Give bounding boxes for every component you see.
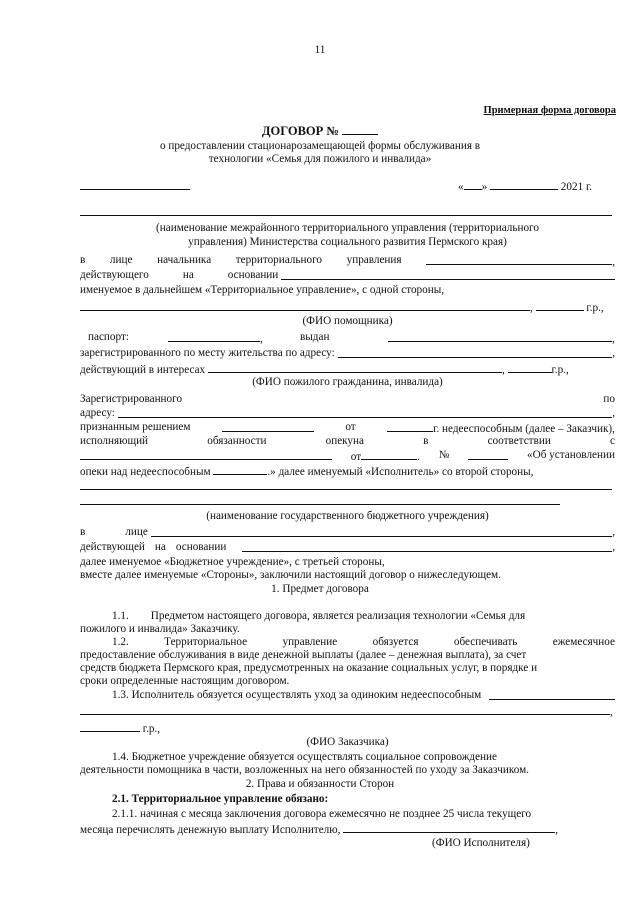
p211-line-2: месяца перечислять денежную выплату Исполнителю, , [80, 824, 558, 836]
note-territorial-1: (наименование межрайонного территориального управления (территориального [156, 222, 539, 234]
budget-basis-field[interactable] [242, 541, 612, 552]
passport-number-field[interactable] [168, 331, 260, 342]
passport-issued-field[interactable] [388, 331, 612, 342]
note-fio-executor: (ФИО Исполнителя) [432, 837, 530, 849]
note-territorial-2: управления) Министерства социального развития Пермского края) [188, 236, 507, 248]
issued-label: выдан [300, 331, 330, 343]
elder-birth-year-field[interactable] [508, 362, 552, 373]
p12-line-1: 1.2. Территориальное управление обязуется обеспечивать ежемесячное [112, 636, 615, 648]
document-page: 11 Примерная форма договора ДОГОВОР № о предоставлении стационарозамещающей формы обслуживания в технологии «Семья для пожилого и инвалида» « » 2021 г. (наименование межрайонного территориального управления (территориального управления) Министерства социального развития Пермского края) в лице начальника территориального управления , действующего на основании именуемое в дальнейшем «Территориальное управление», с одной стороны, , г.р., (ФИО помощника) паспорт: , выдан , зарегистрированного по месту жительства по адресу: , действующий в интересах , г.р., (ФИО пожилого гражданина, инвалида) Зарегистрированного по адресу: , признанным решением от г. недееспособным (далее – Заказчик), исполняющий обязанности опекуна в соответствии с от . № «Об установлении опеки над недееспособным .» далее именуемый «Исполнитель» со второй стороны, (наименование государственного бюджетного учреждения) в лице , действующей на основании , далее именуемое «Бюджетное учреждение», с третьей стороны, вместе далее именуемые «Стороны», заключили настоящий договор о нижеследующем. 1. Предмет договора 1.1. Предметом настоящего договора, является реализация технологии «Семья для пожилого и инвалида» Заказчику. 1.2. Территориальное управление обязуется обеспечивать ежемесячное предоставление обслуживания в виде денежной выплаты (далее – денежная выплата), за счет средств бюджета Пермского края, предусмотренных на оказание социальных услуг, в порядке и сроки определенные настоящим договором. 1.3. Исполнитель обязуется осуществлять уход за одиноким недееспособным , г.р., (ФИО Заказчика) 1.4. Бюджетное учреждение обязуется осуществлять социальное сопровождение деятельности помощника в части, возложенных на него обязанностей по уходу за Заказчиком. 2. Права и обязанности Сторон 2.1. Территориальное управление обязано: 2.1.1. начиная с месяца заключения договора ежемесячно не позднее 25 числа текущего месяца перечислять денежную выплату Исполнителю, , (ФИО Исполнителя) [0, 0, 640, 905]
line-budget-basis: действующей на основании , [80, 541, 615, 553]
form-note: Примерная форма договора [483, 105, 616, 116]
page-number: 11 [314, 44, 326, 56]
note-budget-inst: (наименование государственного бюджетного учреждения) [206, 510, 489, 522]
p12-line-4: сроки определенные настоящим договором. [80, 675, 290, 687]
elder-address-field[interactable] [118, 407, 612, 418]
customer-name-field[interactable] [80, 704, 610, 715]
p12-line-3: средств бюджета Пермского края, предусмотренных на оказание социальных услуг, в порядке и [80, 662, 538, 674]
line-registered: зарегистрированного по месту жительства по адресу: , [80, 347, 615, 359]
customer-birth-year-field[interactable] [80, 721, 140, 732]
month-field[interactable] [490, 179, 558, 190]
subtitle-line-1: о предоставлении стационарозамещающей формы обслуживания в [159, 140, 481, 152]
executor-name-field[interactable] [343, 822, 555, 833]
line-together: вместе далее именуемые «Стороны», заключили настоящий договор о нижеследующем. [80, 569, 501, 581]
decision-field[interactable] [222, 421, 314, 432]
p11-line-1: 1.1. Предметом настоящего договора, является реализация технологии «Семья для [112, 610, 526, 622]
act-name-field[interactable] [80, 449, 332, 460]
line-recognized: признанным решением от г. недееспособным (далее – Заказчик), [80, 421, 615, 435]
budget-inst-field-1[interactable] [80, 479, 612, 490]
line-guardian: исполняющий обязанности опекуна в соответствии с [80, 435, 615, 447]
p14-line-2: деятельности помощника в части, возложенных на него обязанностей по уходу за Заказчиком. [80, 764, 529, 776]
contract-title: ДОГОВОР № [0, 124, 640, 138]
line-guardianship: опеки над недееспособным .» далее именуемый «Исполнитель» со второй стороны, [80, 466, 534, 478]
act-number-field[interactable] [468, 449, 508, 460]
helper-birth-year-field[interactable] [536, 300, 584, 311]
day-field[interactable] [464, 179, 482, 190]
section-1-title: 1. Предмет договора [271, 583, 369, 595]
line-budget-inst: далее именуемое «Бюджетное учреждение», с третьей стороны, [80, 556, 385, 568]
section-2-title: 2. Права и обязанности Сторон [245, 778, 395, 790]
contract-number-field[interactable] [342, 124, 378, 135]
line-named-territorial: именуемое в дальнейшем «Территориальное управление», с одной стороны, [80, 284, 445, 296]
subtitle-line-2: технологии «Семья для пожилого и инвалида» [208, 153, 432, 165]
territorial-name-field[interactable] [80, 205, 612, 216]
line-head: в лице начальника территориального управления , [80, 254, 615, 268]
helper-address-field[interactable] [338, 347, 613, 358]
line-registered-2: Зарегистрированного по [80, 393, 615, 405]
note-fio-elder: (ФИО пожилого гражданина, инвалида) [252, 376, 443, 388]
p211-line-1: 2.1.1. начиная с месяца заключения договора ежемесячно не позднее 25 числа текущего [112, 808, 532, 820]
line-budget-head: в лице , [80, 526, 615, 538]
elder-name-field[interactable] [208, 362, 502, 373]
act-date-field[interactable] [361, 449, 417, 460]
helper-line: , г.р., [80, 300, 604, 315]
line-interest: действующий в интересах , г.р., [80, 364, 569, 376]
decision-date-field[interactable] [387, 421, 433, 432]
note-fio-helper: (ФИО помощника) [302, 315, 393, 327]
p14-line-1: 1.4. Бюджетное учреждение обязуется осуществлять социальное сопровождение [112, 751, 497, 763]
p12-line-2: предоставление обслуживания в виде денежной выплаты (далее – денежная выплата), за счет [80, 649, 527, 661]
head-name-field[interactable] [426, 254, 612, 265]
date-line: « » 2021 г. [458, 181, 593, 193]
place-field[interactable] [80, 179, 190, 190]
budget-head-field[interactable] [151, 526, 612, 537]
line-basis: действующего на основании [80, 269, 615, 282]
line-act: от . № «Об установлении [80, 449, 615, 464]
lonely-customer-field[interactable] [489, 689, 615, 700]
passport-label: паспорт: [88, 331, 129, 343]
guardianship-field[interactable] [213, 464, 267, 475]
p11-line-2: пожилого и инвалида» Заказчику. [80, 623, 240, 635]
helper-name-field[interactable] [80, 300, 530, 311]
p13-line-1: 1.3. Исполнитель обязуется осуществлять уход за одиноким недееспособным [112, 689, 615, 702]
line-address: адресу: , [80, 407, 615, 419]
basis-field[interactable] [281, 269, 615, 280]
budget-inst-field-2[interactable] [80, 494, 560, 505]
note-fio-customer: (ФИО Заказчика) [306, 736, 389, 748]
section-21-title: 2.1. Территориальное управление обязано: [112, 793, 329, 805]
